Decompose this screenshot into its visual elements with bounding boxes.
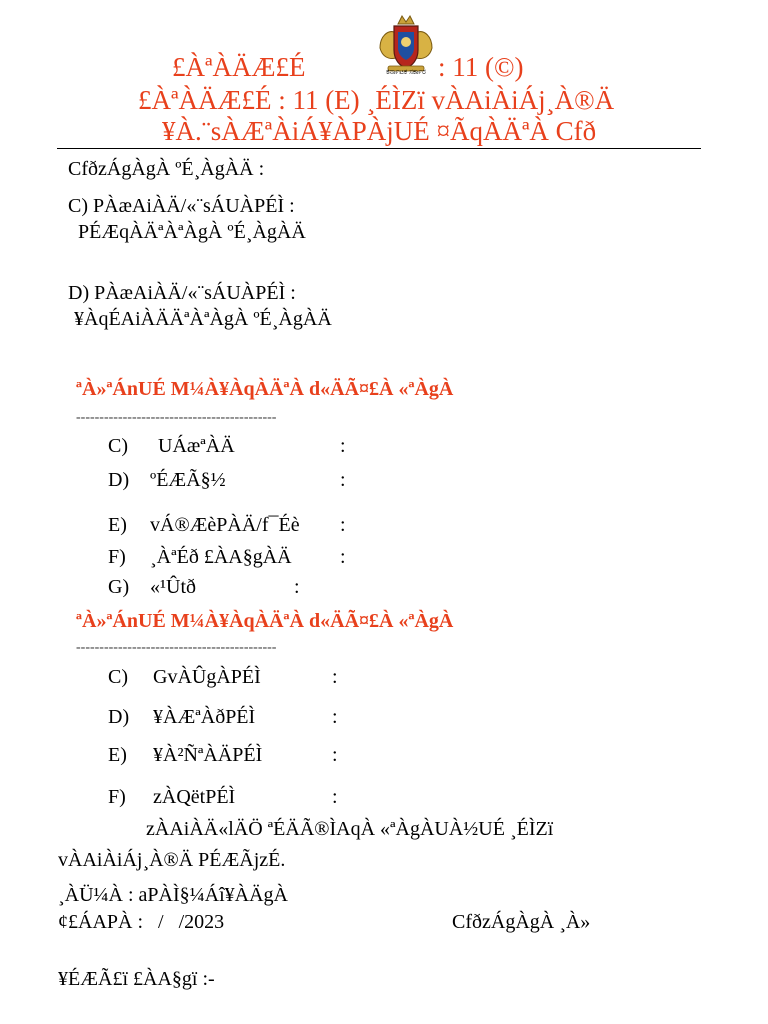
s2-item-key: D)	[108, 706, 130, 728]
header-line2: £ÀªÀÄÆ£É : 11 (E) ¸ÉÌZï vÀAiÀiÁj¸À®Ä	[138, 85, 615, 115]
request-line1: zÀAiÀÄ«lÄÖ ªÉÄÃ®ÌAqÀ «ªÀgÀUÀ½UÉ ¸ÉÌZï	[146, 818, 554, 840]
s1-item-colon: :	[340, 469, 346, 491]
enclosures-label: ¥ÉÆÃ£ï £ÀA§gï :-	[58, 968, 215, 990]
owner-d-sub: ¥ÀqÉAiÀÄÄªÀªÀgÀ ºÉ¸ÀgÀÄ	[74, 308, 332, 330]
section2-title: ªÀ»ªÁnUÉ M¼À¥ÀqÀÄªÀ d«ÄÃ¤£À «ªÀgÀ	[76, 610, 454, 632]
s1-item-label: ºÉÆÃ§½	[150, 469, 226, 491]
signature-label: CfðzÁgÀgÀ ¸À»	[452, 911, 591, 933]
header-line1-left: £ÀªÀÄÆ£É	[172, 52, 306, 82]
s2-item-key: C)	[108, 666, 128, 688]
s2-item-label: ¥À²ÑªÀÄPÉÌ	[153, 744, 263, 766]
s2-item-colon: :	[332, 666, 338, 688]
request-line2: vÀAiÀiÁj¸À®Ä PÉÆÃjzÉ.	[58, 849, 286, 871]
s2-item-colon: :	[332, 786, 338, 808]
section1-divider: -------------------------------------------	[76, 410, 277, 425]
s1-item-key: G)	[108, 576, 130, 598]
s1-item-key: C)	[108, 435, 128, 457]
s1-item-label: «¹Ûtð	[150, 576, 196, 598]
s2-item-label: GvÀÛgÀPÉÌ	[153, 666, 261, 688]
s1-item-colon: :	[340, 514, 346, 536]
section2-divider: -------------------------------------------	[76, 640, 277, 655]
date-label: ¢£ÁAPÀ : / /2023	[58, 911, 225, 933]
s2-item-label: ¥ÀÆªÀðPÉÌ	[153, 706, 256, 728]
emblem-caption: ಕರ್ನಾಟಕ ಸರ್ಕಾರ	[386, 68, 426, 76]
s1-item-label: ¸ÀªÉð £ÀA§gÀÄ	[150, 546, 292, 568]
owner-c-label: C) PÀæAiÀÄ/«¨sÁUÀPÉÌ :	[68, 195, 295, 217]
applicant-name-label: CfðzÁgÀgÀ ºÉ¸ÀgÀÄ :	[68, 158, 265, 180]
s1-item-colon: :	[340, 435, 346, 457]
s1-item-colon: :	[294, 576, 300, 598]
header-divider	[57, 148, 701, 149]
s2-item-key: F)	[108, 786, 126, 808]
header-line1-right: : 11 (©)	[438, 52, 524, 82]
s1-item-colon: :	[340, 546, 346, 568]
s1-item-key: E)	[108, 514, 127, 536]
s2-item-colon: :	[332, 744, 338, 766]
s2-item-label: zÀQëtPÉÌ	[153, 786, 236, 808]
s1-item-label: UÁæªÀÄ	[158, 435, 235, 457]
s1-item-key: F)	[108, 546, 126, 568]
place-label: ¸ÀÜ¼À : aPÀÌ§¼Áî¥ÀÄgÀ	[58, 884, 288, 906]
s1-item-label: vÁ®ÆèPÀÄ/f¯Éè	[150, 514, 300, 536]
section1-title: ªÀ»ªÁnUÉ M¼À¥ÀqÀÄªÀ d«ÄÃ¤£À «ªÀgÀ	[76, 378, 454, 400]
owner-d-label: D) PÀæAiÀÄ/«¨sÁUÀPÉÌ :	[68, 282, 296, 304]
header-line3: ¥À.¨sÀÆªÀiÁ¥ÀPÀjUÉ ¤ÃqÀÄªÀ Cfð	[162, 116, 597, 146]
s2-item-colon: :	[332, 706, 338, 728]
s1-item-key: D)	[108, 469, 130, 491]
owner-c-sub: PÉÆqÀÄªÀªÀgÀ ºÉ¸ÀgÀÄ	[78, 221, 306, 243]
s2-item-key: E)	[108, 744, 127, 766]
